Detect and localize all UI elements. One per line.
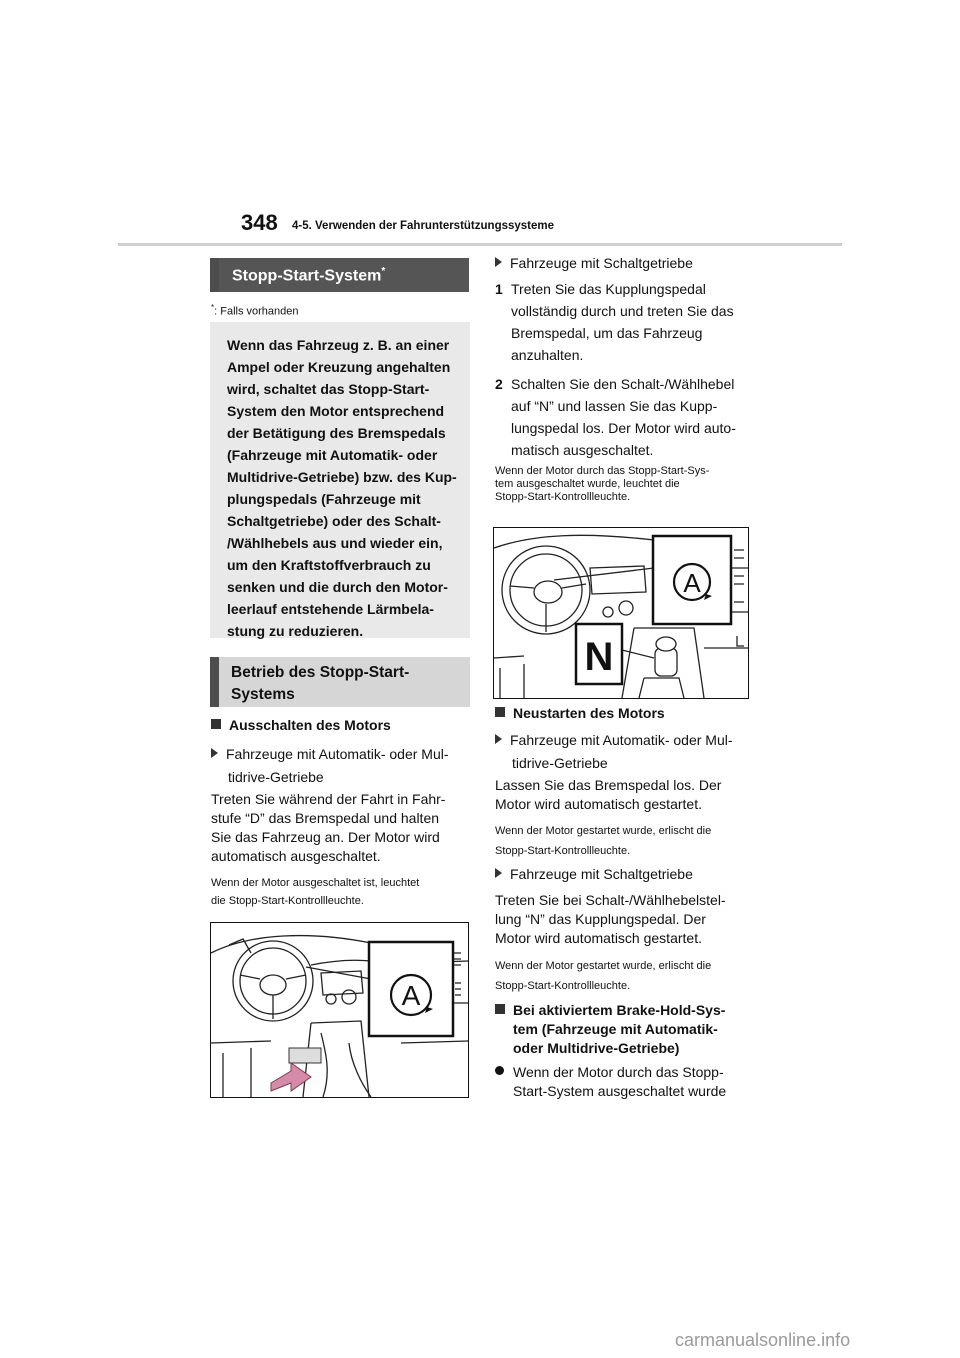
note-restart-auto: Wenn der Motor gestartet wurde, erlischt die Stopp-Start-Kontrollleuchte. [495,825,712,857]
paragraph-restart-auto: Lassen Sie das Bremspedal los. Der Motor wird automatisch gestartet. [495,777,722,812]
summary-line: Wenn das Fahrzeug z. B. an einer [227,337,450,353]
figure-label-n: N [584,635,614,679]
paragraph-ausschalten: Treten Sie während der Fahrt in Fahr- stufe “D” das Bremspedal und halten Sie das Fahrzeug an. Der Motor wird automatisch ausgeschaltet. [211,791,446,864]
vehicle-type-manual-restart: Fahrzeuge mit Schaltgetriebe [495,865,693,884]
square-bullet-icon [495,1004,505,1014]
vehicle-type-auto: Fahrzeuge mit Automatik- oder Mul- tidrive-Getriebe [211,743,449,789]
section-heading-mark: * [381,266,386,277]
note-restart-manual: Wenn der Motor gestartet wurde, erlischt die Stopp-Start-Kontrollleuchte. [495,960,712,992]
note-ausschalten: Wenn der Motor ausgeschaltet ist, leuchtet die Stopp-Start-Kontrollleuchte. [211,877,420,907]
section-heading-line: Betrieb des Stopp-Start- [231,664,410,681]
summary-line: stung zu reduzieren. [227,623,364,639]
section-heading-betrieb [210,657,470,707]
summary-line: wird, schaltet das Stopp-Start- [227,381,430,397]
summary-line: Ampel oder Kreuzung angehalten [227,359,451,375]
gearshift-illustration [494,528,748,698]
footnote [211,303,299,318]
step-2: 2 Schalten Sie den Schalt-/Wählhebel auf “N” und lassen Sie das Kupp- lungspedal los. Der Motor wird auto- matisch ausgeschaltet. [495,373,736,461]
triangle-bullet-icon [495,257,502,267]
figure-auto-brake [210,922,469,1098]
arrow-pedal-icon [271,1063,311,1091]
vehicle-type-manual: Fahrzeuge mit Schaltgetriebe [495,254,693,273]
note-manual-off: Wenn der Motor durch das Stopp-Start-Sys- tem ausgeschaltet wurde, leuchtet die Stopp-Start-Kontrollleuchte. [495,465,710,503]
summary-line: Schaltgetriebe) oder des Schalt- [227,513,441,529]
figure-label-a: A [683,568,701,598]
figure-label-a: A [401,980,421,1011]
footnote-text: : Falls vorhanden [214,305,299,318]
step-1: 1 Treten Sie das Kupplungspedal vollständig durch und treten Sie das Bremspedal, um das Fahrzeug anzuhalten. [495,278,734,366]
triangle-bullet-icon [495,868,502,878]
subheading-neustarten: Neustarten des Motors [495,704,665,723]
paragraph-restart-manual: Treten Sie bei Schalt-/Wählhebelstel- lung “N” das Kupplungspedal. Der Motor wird automatisch gestartet. [495,892,726,946]
section-heading-text: Stopp-Start-System [232,267,382,285]
subheading-brake-hold: Bei aktiviertem Brake-Hold-Sys- tem (Fahrzeuge mit Automatik- oder Multidrive-Getriebe) [495,1001,725,1058]
section-heading-line: Systems [231,686,295,703]
summary-line: (Fahrzeuge mit Automatik- oder [227,447,438,463]
summary-line: Multidrive-Getriebe) bzw. des Kup- [227,469,457,485]
bullet-brake-hold: Wenn der Motor durch das Stopp- Start-System ausgeschaltet wurde [495,1063,726,1101]
summary-line: plungspedals (Fahrzeuge mit [227,491,421,507]
square-bullet-icon [211,719,221,729]
square-bullet-icon [495,707,505,717]
summary-line: leerlauf entstehende Lärmbela- [227,601,434,617]
summary-line: um den Kraftstoffverbrauch zu [227,557,431,573]
summary-line: /Wählhebels aus und wieder ein, [227,535,443,551]
triangle-bullet-icon [211,748,218,758]
footnote-mark: * [211,303,215,312]
header-divider [118,243,842,246]
step-number: 1 [495,281,503,297]
section-heading-stopp-start [210,258,469,292]
watermark: carmanualsonline.info [675,1330,851,1350]
step-number: 2 [495,376,503,392]
chapter-title: 4-5. Verwenden der Fahrunterstützungssysteme [292,220,555,232]
summary-line: der Betätigung des Bremspedals [227,425,446,441]
page-number: 348 [241,210,278,235]
round-bullet-icon [495,1066,504,1075]
subheading-ausschalten: Ausschalten des Motors [211,716,391,735]
summary-box [210,322,470,638]
summary-line: System den Motor entsprechend [227,403,445,419]
summary-line: senken und die durch den Motor- [227,579,448,595]
dashboard-illustration [211,923,468,1097]
vehicle-type-auto-restart: Fahrzeuge mit Automatik- oder Mul- tidrive-Getriebe [495,729,733,775]
triangle-bullet-icon [495,734,502,744]
figure-manual-gear [493,527,749,699]
